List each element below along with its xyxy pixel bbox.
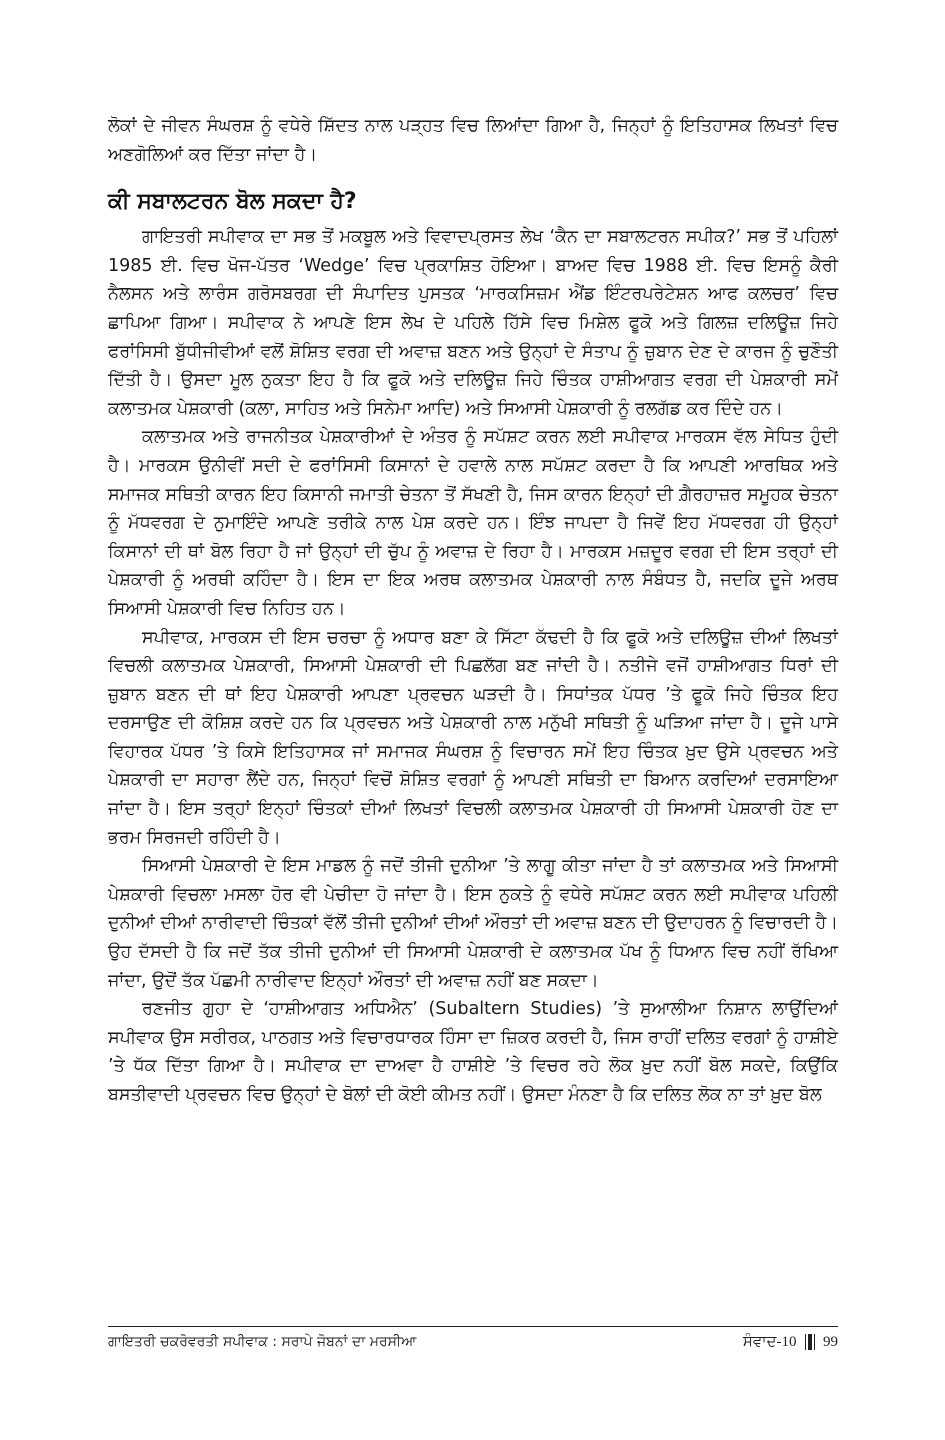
body-paragraph: ਗਾਇਤਰੀ ਸਪੀਵਾਕ ਦਾ ਸਭ ਤੋਂ ਮਕਬੂਲ ਅਤੇ ਵਿਵਾਦਪ੍ਰਸਤ ਲੇਖ ‘ਕੈਨ ਦਾ ਸਬਾਲਟਰਨ ਸਪੀਕ?’ ਸਭ ਤੋਂ ਪਹਿਲਾਂ 1985 ਈ. ਵਿਚ ਖੋਜ-ਪੱਤਰ ‘Wedge’ ਵਿਚ ਪ੍ਰਕਾਸ਼ਿਤ ਹੋਇਆ। ਬਾਅਦ ਵਿਚ 1988 ਈ. ਵਿਚ ਇਸਨੂੰ ਕੈਰੀ ਨੈਲਸਨ ਅਤੇ ਲਾਰੰਸ ਗਰੋਸਬਰਗ ਦੀ ਸੰਪਾਦਿਤ ਪੁਸਤਕ ‘ਮਾਰਕਸਿਜ਼ਮ ਐਂਡ ਇੰਟਰਪਰੇਟੇਸ਼ਨ ਆਫ ਕਲਚਰ’ ਵਿਚ ਛਾਪਿਆ ਗਿਆ। ਸਪੀਵਾਕ ਨੇ ਆਪਣੇ ਇਸ ਲੇਖ ਦੇ ਪਹਿਲੇ ਹਿੱਸੇ ਵਿਚ ਮਿਸ਼ੇਲ ਫੂਕੋ ਅਤੇ ਗਿਲਜ਼ ਦਲਿਊਜ਼ ਜਿਹੇ ਫਰਾਂਸਿਸੀ ਬੁੱਧੀਜੀਵੀਆਂ ਵਲੋਂ ਸ਼ੋਸ਼ਿਤ ਵਰਗ ਦੀ ਅਵਾਜ਼ ਬਣਨ ਅਤੇ ਉਨ੍ਹਾਂ ਦੇ ਸੰਤਾਪ ਨੂੰ ਜ਼ੁਬਾਨ ਦੇਣ ਦੇ ਕਾਰਜ ਨੂੰ ਚੁਣੌਤੀ ਦਿੱਤੀ ਹੈ। ਉਸਦਾ ਮੂਲ ਨੁਕਤਾ ਇਹ ਹੈ ਕਿ ਫੂਕੋ ਅਤੇ ਦਲਿਊਜ਼ ਜਿਹੇ ਚਿੰਤਕ ਹਾਸ਼ੀਆਗਤ ਵਰਗ ਦੀ ਪੇਸ਼ਕਾਰੀ ਸਮੇਂ ਕਲਾਤਮਕ ਪੇਸ਼ਕਾਰੀ (ਕਲਾ, ਸਾਹਿਤ ਅਤੇ ਸਿਨੇਮਾ ਆਦਿ) ਅਤੇ ਸਿਆਸੀ ਪੇਸ਼ਕਾਰੀ ਨੂੰ ਰਲਗੱਡ ਕਰ ਦਿੰਦੇ ਹਨ।: [108, 227, 838, 419]
journal-issue: ਸੰਵਾਦ-10: [742, 1334, 797, 1350]
section-heading: ਕੀ ਸਬਾਲਟਰਨ ਬੋਲ ਸਕਦਾ ਹੈ?: [108, 189, 357, 215]
footer-right-group: [743, 1333, 838, 1351]
page-footer: [108, 1326, 838, 1351]
body-paragraph: ਸਿਆਸੀ ਪੇਸ਼ਕਾਰੀ ਦੇ ਇਸ ਮਾਡਲ ਨੂੰ ਜਦੋਂ ਤੀਜੀ ਦੁਨੀਆ ’ਤੇ ਲਾਗੂ ਕੀਤਾ ਜਾਂਦਾ ਹੈ ਤਾਂ ਕਲਾਤਮਕ ਅਤੇ ਸਿਆਸੀ ਪੇਸ਼ਕਾਰੀ ਵਿਚਲਾ ਮਸਲਾ ਹੋਰ ਵੀ ਪੇਚੀਦਾ ਹੋ ਜਾਂਦਾ ਹੈ। ਇਸ ਨੁਕਤੇ ਨੂੰ ਵਧੇਰੇ ਸਪੱਸ਼ਟ ਕਰਨ ਲਈ ਸਪੀਵਾਕ ਪਹਿਲੀ ਦੁਨੀਆਂ ਦੀਆਂ ਨਾਰੀਵਾਦੀ ਚਿੰਤਕਾਂ ਵੱਲੋਂ ਤੀਜੀ ਦੁਨੀਆਂ ਦੀਆਂ ਔਰਤਾਂ ਦੀ ਅਵਾਜ਼ ਬਣਨ ਦੀ ਉਦਾਹਰਨ ਨੂੰ ਵਿਚਾਰਦੀ ਹੈ। ਉਹ ਦੱਸਦੀ ਹੈ ਕਿ ਜਦੋਂ ਤੱਕ ਤੀਜੀ ਦੁਨੀਆਂ ਦੀ ਸਿਆਸੀ ਪੇਸ਼ਕਾਰੀ ਦੇ ਕਲਾਤਮਕ ਪੱਖ ਨੂੰ ਧਿਆਨ ਵਿਚ ਨਹੀਂ ਰੱਖਿਆ ਜਾਂਦਾ, ਉਦੋਂ ਤੱਕ ਪੱਛਮੀ ਨਾਰੀਵਾਦ ਇਨ੍ਹਾਂ ਔਰਤਾਂ ਦੀ ਅਵਾਜ਼ ਨਹੀਂ ਬਣ ਸਕਦਾ।: [108, 856, 838, 991]
intro-paragraph: ਲੋਕਾਂ ਦੇ ਜੀਵਨ ਸੰਘਰਸ਼ ਨੂੰ ਵਧੇਰੇ ਸ਼ਿੱਦਤ ਨਾਲ ਪੜ੍ਹਤ ਵਿਚ ਲਿਆਂਦਾ ਗਿਆ ਹੈ, ਜਿਨ੍ਹਾਂ ਨੂੰ ਇਤਿਹਾਸਕ ਲਿਖਤਾਂ ਵਿਚ ਅਣਗੋਲਿਆਂ ਕਰ ਦਿੱਤਾ ਜਾਂਦਾ ਹੈ।: [108, 116, 838, 165]
body-paragraph: ਸਪੀਵਾਕ, ਮਾਰਕਸ ਦੀ ਇਸ ਚਰਚਾ ਨੂੰ ਅਧਾਰ ਬਣਾ ਕੇ ਸਿੱਟਾ ਕੱਢਦੀ ਹੈ ਕਿ ਫੂਕੋ ਅਤੇ ਦਲਿਊਜ਼ ਦੀਆਂ ਲਿਖਤਾਂ ਵਿਚਲੀ ਕਲਾਤਮਕ ਪੇਸ਼ਕਾਰੀ, ਸਿਆਸੀ ਪੇਸ਼ਕਾਰੀ ਦੀ ਪਿਛਲੱਗ ਬਣ ਜਾਂਦੀ ਹੈ। ਨਤੀਜੇ ਵਜੋਂ ਹਾਸ਼ੀਆਗਤ ਧਿਰਾਂ ਦੀ ਜ਼ੁਬਾਨ ਬਣਨ ਦੀ ਥਾਂ ਇਹ ਪੇਸ਼ਕਾਰੀ ਆਪਣਾ ਪ੍ਰਵਚਨ ਘੜਦੀ ਹੈ। ਸਿਧਾਂਤਕ ਪੱਧਰ ’ਤੇ ਫੂਕੋ ਜਿਹੇ ਚਿੰਤਕ ਇਹ ਦਰਸਾਉਣ ਦੀ ਕੋਸ਼ਿਸ਼ ਕਰਦੇ ਹਨ ਕਿ ਪ੍ਰਵਚਨ ਅਤੇ ਪੇਸ਼ਕਾਰੀ ਨਾਲ ਮਨੁੱਖੀ ਸਥਿਤੀ ਨੂੰ ਘੜਿਆ ਜਾਂਦਾ ਹੈ। ਦੂਜੇ ਪਾਸੇ ਵਿਹਾਰਕ ਪੱਧਰ ’ਤੇ ਕਿਸੇ ਇਤਿਹਾਸਕ ਜਾਂ ਸਮਾਜਕ ਸੰਘਰਸ਼ ਨੂੰ ਵਿਚਾਰਨ ਸਮੇਂ ਇਹ ਚਿੰਤਕ ਖ਼ੁਦ ਉਸੇ ਪ੍ਰਵਚਨ ਅਤੇ ਪੇਸ਼ਕਾਰੀ ਦਾ ਸਹਾਰਾ ਲੈਂਦੇ ਹਨ, ਜਿਨ੍ਹਾਂ ਵਿਚੋਂ ਸ਼ੋਸ਼ਿਤ ਵਰਗਾਂ ਨੂੰ ਆਪਣੀ ਸਥਿਤੀ ਦਾ ਬਿਆਨ ਕਰਦਿਆਂ ਦਰਸਾਇਆ ਜਾਂਦਾ ਹੈ। ਇਸ ਤਰ੍ਹਾਂ ਇਨ੍ਹਾਂ ਚਿੰਤਕਾਂ ਦੀਆਂ ਲਿਖਤਾਂ ਵਿਚਲੀ ਕਲਾਤਮਕ ਪੇਸ਼ਕਾਰੀ ਹੀ ਸਿਆਸੀ ਪੇਸ਼ਕਾਰੀ ਹੋਣ ਦਾ ਭਰਮ ਸਿਰਜਦੀ ਰਹਿੰਦੀ ਹੈ।: [108, 627, 838, 848]
body-paragraph: ਰਣਜੀਤ ਗੁਹਾ ਦੇ ‘ਹਾਸ਼ੀਆਗਤ ਅਧਿਐਨ’ (Subaltern Studies) ’ਤੇ ਸੁਆਲੀਆ ਨਿਸ਼ਾਨ ਲਾਉਂਦਿਆਂ ਸਪੀਵਾਕ ਉਸ ਸਰੀਰਕ, ਪਾਠਗਤ ਅਤੇ ਵਿਚਾਰਧਾਰਕ ਹਿੰਸਾ ਦਾ ਜ਼ਿਕਰ ਕਰਦੀ ਹੈ, ਜਿਸ ਰਾਹੀਂ ਦਲਿਤ ਵਰਗਾਂ ਨੂੰ ਹਾਸ਼ੀਏ ’ਤੇ ਧੱਕ ਦਿੱਤਾ ਗਿਆ ਹੈ। ਸਪੀਵਾਕ ਦਾ ਦਾਅਵਾ ਹੈ ਹਾਸ਼ੀਏ ’ਤੇ ਵਿਚਰ ਰਹੇ ਲੋਕ ਖ਼ੁਦ ਨਹੀਂ ਬੋਲ ਸਕਦੇ, ਕਿਉਂਕਿ ਬਸਤੀਵਾਦੀ ਪ੍ਰਵਚਨ ਵਿਚ ਉਨ੍ਹਾਂ ਦੇ ਬੋਲਾਂ ਦੀ ਕੋਈ ਕੀਮਤ ਨਹੀਂ। ਉਸਦਾ ਮੰਨਣਾ ਹੈ ਕਿ ਦਲਿਤ ਲੋਕ ਨਾ ਤਾਂ ਖ਼ੁਦ ਬੋਲ: [108, 999, 838, 1105]
page-body: [108, 112, 838, 1110]
divider-bars-icon: [805, 1334, 816, 1350]
running-title: ਗਾਇਤਰੀ ਚਕਰੋਵਰਤੀ ਸਪੀਵਾਕ : ਸਰਾਪੇ ਜੋਬਨਾਂ ਦਾ ਮਰਸੀਆ: [108, 1334, 417, 1350]
body-paragraph: ਕਲਾਤਮਕ ਅਤੇ ਰਾਜਨੀਤਕ ਪੇਸ਼ਕਾਰੀਆਂ ਦੇ ਅੰਤਰ ਨੂੰ ਸਪੱਸ਼ਟ ਕਰਨ ਲਈ ਸਪੀਵਾਕ ਮਾਰਕਸ ਵੱਲ ਸੇਧਿਤ ਹੁੰਦੀ ਹੈ। ਮਾਰਕਸ ਉਨੀਵੀਂ ਸਦੀ ਦੇ ਫਰਾਂਸਿਸੀ ਕਿਸਾਨਾਂ ਦੇ ਹਵਾਲੇ ਨਾਲ ਸਪੱਸ਼ਟ ਕਰਦਾ ਹੈ ਕਿ ਆਪਣੀ ਆਰਥਿਕ ਅਤੇ ਸਮਾਜਕ ਸਥਿਤੀ ਕਾਰਨ ਇਹ ਕਿਸਾਨੀ ਜਮਾਤੀ ਚੇਤਨਾ ਤੋਂ ਸੱਖਣੀ ਹੈ, ਜਿਸ ਕਾਰਨ ਇਨ੍ਹਾਂ ਦੀ ਗ਼ੈਰਹਾਜ਼ਰ ਸਮੂਹਕ ਚੇਤਨਾ ਨੂੰ ਮੱਧਵਰਗ ਦੇ ਨੁਮਾਇੰਦੇ ਆਪਣੇ ਤਰੀਕੇ ਨਾਲ ਪੇਸ਼ ਕਰਦੇ ਹਨ। ਇੰਝ ਜਾਪਦਾ ਹੈ ਜਿਵੇਂ ਇਹ ਮੱਧਵਰਗ ਹੀ ਉਨ੍ਹਾਂ ਕਿਸਾਨਾਂ ਦੀ ਥਾਂ ਬੋਲ ਰਿਹਾ ਹੈ ਜਾਂ ਉਨ੍ਹਾਂ ਦੀ ਚੁੱਪ ਨੂੰ ਅਵਾਜ਼ ਦੇ ਰਿਹਾ ਹੈ। ਮਾਰਕਸ ਮਜ਼ਦੂਰ ਵਰਗ ਦੀ ਇਸ ਤਰ੍ਹਾਂ ਦੀ ਪੇਸ਼ਕਾਰੀ ਨੂੰ ਅਰਥੀ ਕਹਿੰਦਾ ਹੈ। ਇਸ ਦਾ ਇਕ ਅਰਥ ਕਲਾਤਮਕ ਪੇਸ਼ਕਾਰੀ ਨਾਲ ਸੰਬੰਧਤ ਹੈ, ਜਦਕਿ ਦੂਜੇ ਅਰਥ ਸਿਆਸੀ ਪੇਸ਼ਕਾਰੀ ਵਿਚ ਨਿਹਿਤ ਹਨ।: [108, 427, 838, 619]
page-number: 99: [823, 1333, 838, 1350]
